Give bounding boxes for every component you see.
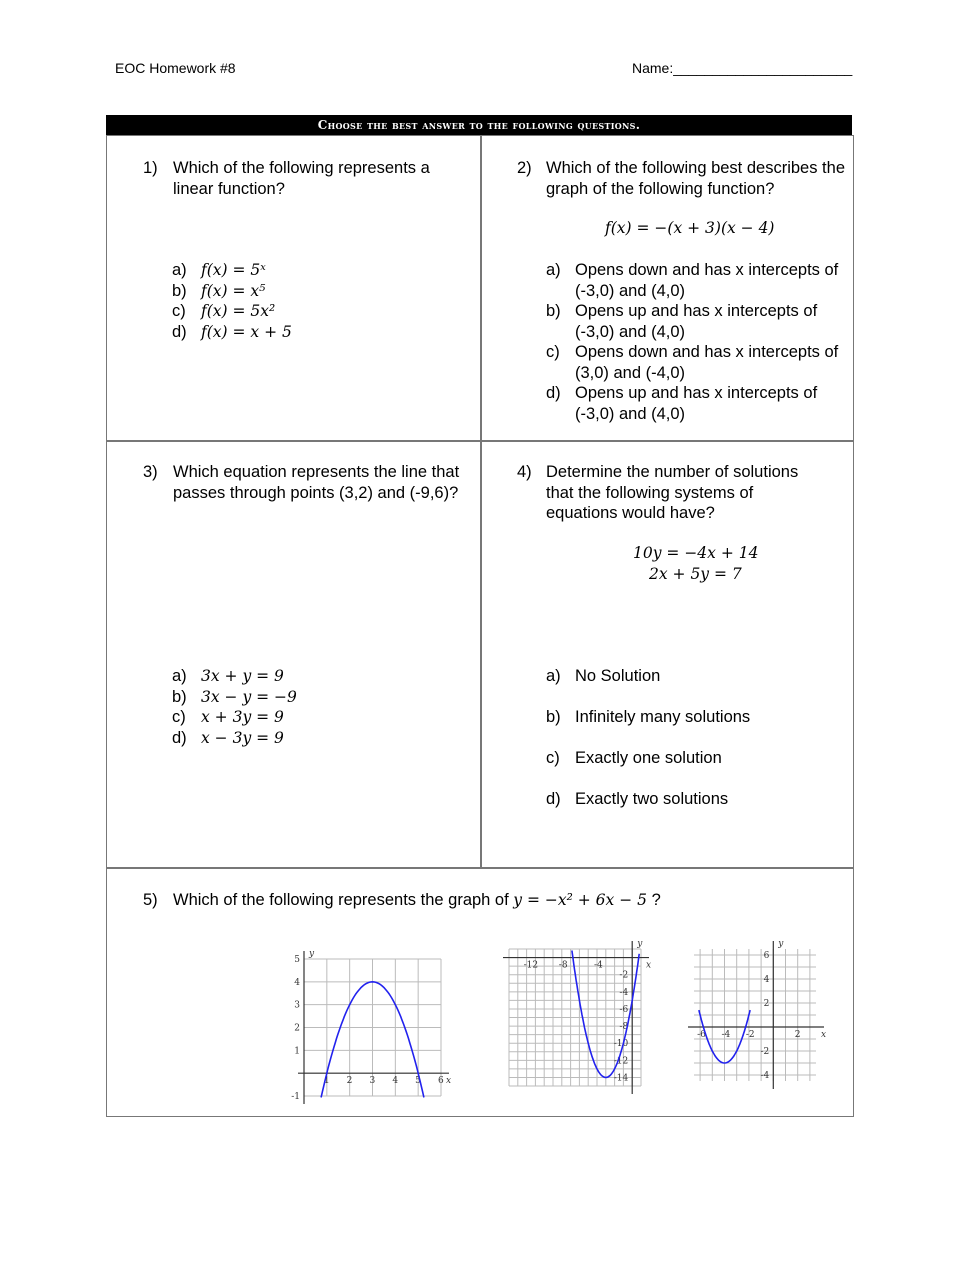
x-tick-label: -12 [523, 960, 539, 971]
x-tick-label: 2 [346, 1076, 353, 1087]
y-axis-label: y [637, 939, 643, 949]
question-number: 5) [143, 891, 158, 909]
option-letter: d) [172, 728, 187, 747]
graph-option-2[interactable] [495, 935, 655, 1100]
system-equation-2: 2x + 5y = 7 [649, 565, 742, 583]
y-tick-label: -14 [613, 1073, 629, 1084]
option-text: Opens down and has x intercepts of (3,0) and (-4,0) [575, 343, 839, 382]
option-text: x − 3y = 9 [201, 728, 284, 747]
option-letter: a) [172, 667, 187, 685]
question-end: ? [651, 891, 661, 909]
question-text: Determine the number of solutions that the following systems of equations would have? [546, 463, 799, 522]
option-text: Opens up and has x intercepts of (-3,0) and (4,0) [575, 384, 818, 423]
option-text: f(x) = 5x² [201, 302, 276, 320]
worksheet-title: EOC Homework #8 [115, 60, 236, 76]
x-tick-label: -4 [721, 1030, 731, 1040]
option-letter: c) [172, 302, 186, 320]
x-axis-label: x [646, 960, 652, 971]
y-tick-label: 2 [763, 999, 770, 1009]
y-tick-label: -2 [619, 970, 629, 981]
option-letter: c) [546, 343, 560, 361]
option-text: f(x) = x⁵ [201, 281, 266, 300]
option-letter: a) [546, 261, 561, 279]
option-letter: a) [546, 667, 561, 685]
x-axis-label: x [446, 1076, 452, 1087]
question-text: Which equation represents the line that passes through points (3,2) and (-9,6)? [173, 463, 460, 502]
y-tick-label: -4 [760, 1071, 770, 1081]
option-letter: d) [172, 322, 187, 341]
option-text: 3x + y = 9 [201, 667, 284, 685]
option-letter: b) [546, 302, 561, 320]
x-tick-label: 5 [415, 1076, 421, 1087]
question-text: Which of the following represents a linear function? [173, 159, 430, 198]
y-axis-label: y [309, 949, 315, 959]
x-tick-label: 6 [438, 1076, 444, 1087]
y-tick-label: -1 [291, 1092, 300, 1102]
y-tick-label: 6 [763, 951, 770, 961]
option-text: f(x) = 5ˣ [201, 261, 266, 279]
x-tick-label: -4 [594, 960, 603, 971]
option-letter: b) [546, 708, 561, 726]
option-letter: c) [172, 708, 186, 726]
question-3-box [106, 440, 482, 869]
option-letter: d) [546, 384, 561, 402]
instructions-banner: Choose the best answer to the following questions. [106, 115, 852, 135]
name-field[interactable]: Name:_______________________ [632, 60, 853, 76]
option-letter: a) [172, 261, 187, 279]
x-tick-label: -2 [745, 1030, 755, 1040]
x-tick-label: -6 [697, 1030, 706, 1040]
y-tick-label: -6 [619, 1004, 629, 1015]
question-number: 4) [517, 463, 532, 481]
question-text: Which of the following represents the graph of [173, 891, 509, 909]
function-equation: f(x) = −(x + 3)(x − 4) [605, 219, 775, 237]
y-tick-label: -4 [619, 987, 629, 998]
x-tick-label: 1 [323, 1076, 330, 1087]
y-tick-label: -10 [613, 1039, 629, 1050]
x-tick-label: 3 [369, 1076, 376, 1087]
option-text: No Solution [575, 667, 661, 685]
y-tick-label: 5 [294, 955, 300, 965]
question-equation: y = −x² + 6x − 5 [513, 891, 647, 909]
y-tick-label: 3 [294, 1000, 300, 1011]
option-letter: c) [546, 749, 560, 767]
option-text: Exactly two solutions [575, 790, 729, 808]
option-text: f(x) = x + 5 [201, 322, 292, 341]
y-tick-label: 4 [763, 975, 770, 985]
graph-option-1[interactable] [290, 945, 455, 1110]
graph-option-3[interactable] [680, 935, 830, 1095]
question-text: Which of the following best describes the graph of the following function? [546, 159, 845, 198]
option-text: Infinitely many solutions [575, 708, 751, 726]
option-letter: b) [172, 281, 187, 300]
y-tick-label: -2 [760, 1047, 770, 1057]
y-axis-label: y [778, 939, 784, 949]
option-text: Opens up and has x intercepts of (-3,0) and (4,0) [575, 302, 818, 341]
option-text: Opens down and has x intercepts of (-3,0) and (4,0) [575, 261, 839, 300]
y-tick-label: -12 [613, 1056, 629, 1067]
system-equation-1: 10y = −4x + 14 [633, 544, 759, 562]
option-text: 3x − y = −9 [201, 687, 297, 706]
y-tick-label: 1 [294, 1046, 300, 1057]
option-letter: d) [546, 790, 561, 808]
x-tick-label: 2 [794, 1030, 801, 1040]
option-text: Exactly one solution [575, 749, 722, 767]
x-axis-label: x [821, 1030, 827, 1040]
x-tick-label: -8 [558, 960, 568, 971]
question-number: 3) [143, 463, 158, 481]
question-number: 1) [143, 159, 158, 177]
option-text: x + 3y = 9 [201, 708, 284, 726]
option-letter: b) [172, 687, 187, 706]
y-tick-label: -8 [619, 1022, 629, 1033]
y-tick-label: 2 [294, 1023, 300, 1034]
question-number: 2) [517, 159, 532, 177]
x-tick-label: 4 [392, 1076, 399, 1087]
y-tick-label: 4 [294, 977, 300, 988]
